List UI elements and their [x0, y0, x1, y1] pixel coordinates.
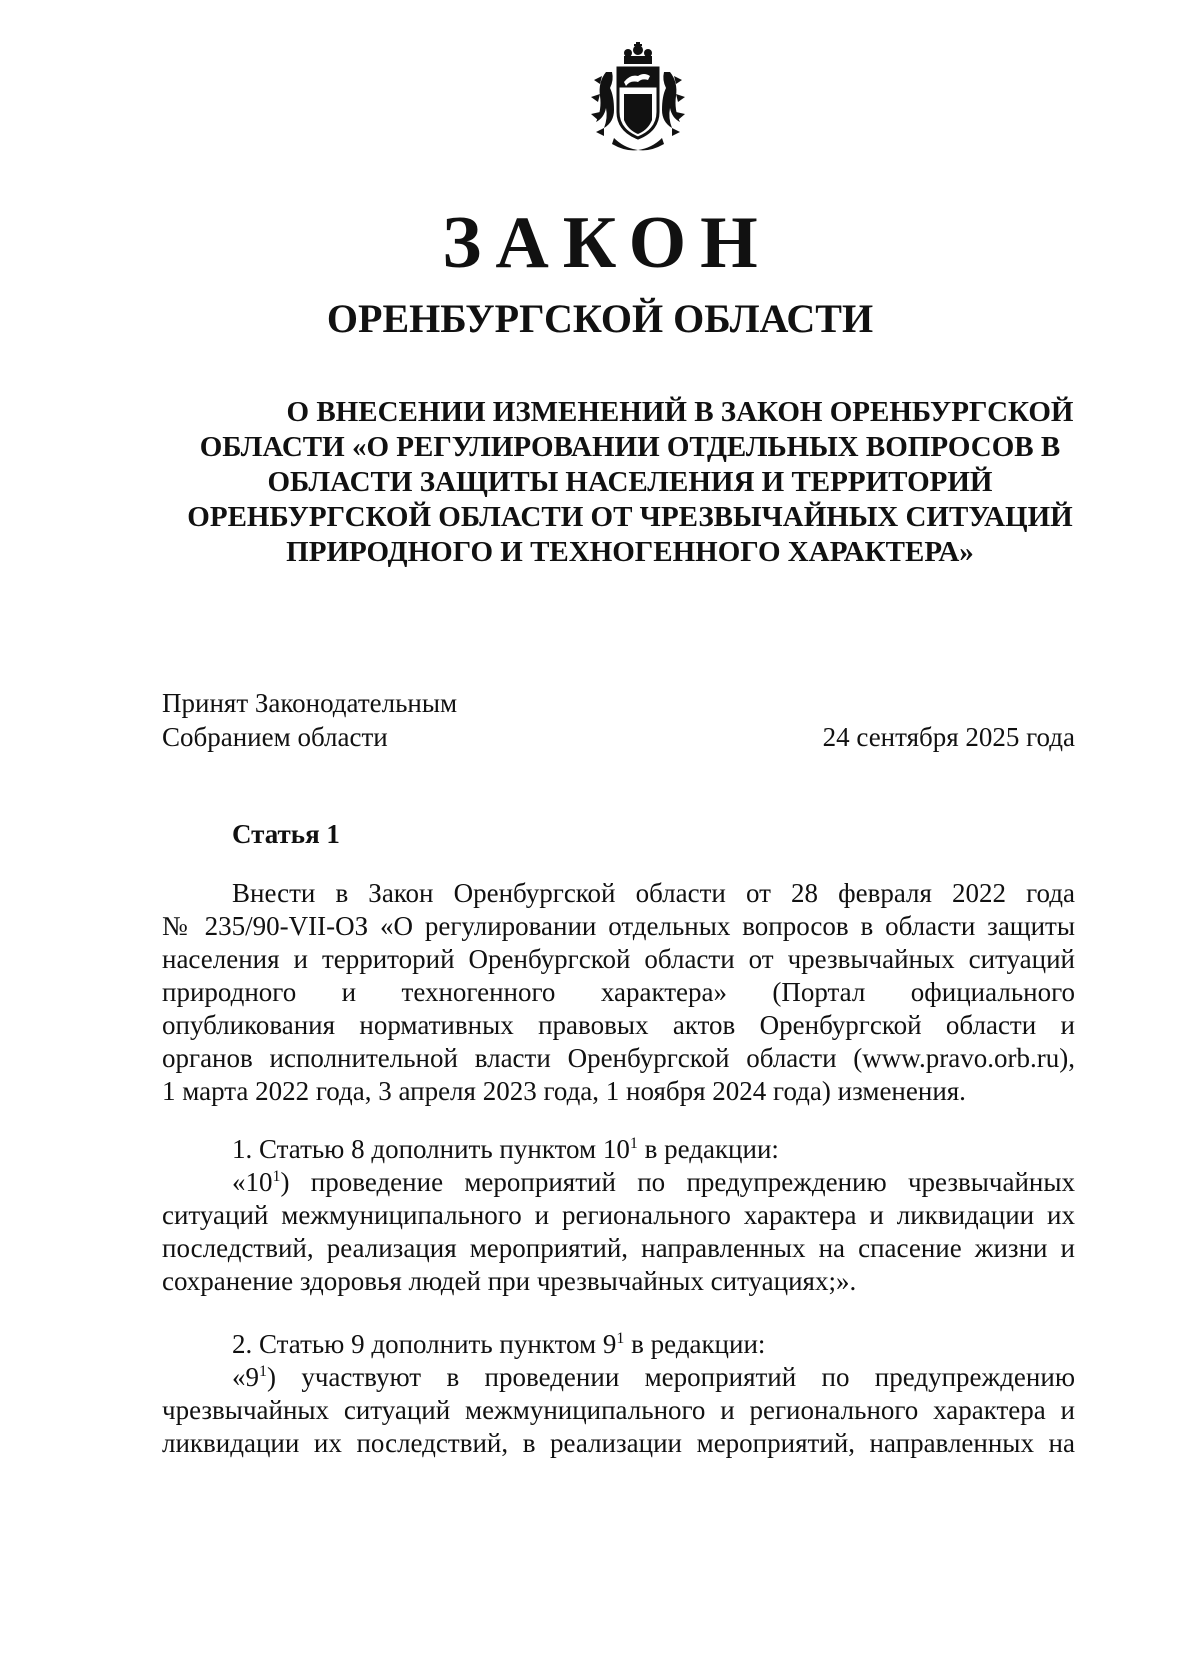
paragraph-line: 1 марта 2022 года, 3 апреля 2023 года, 1 ноября 2024 года) изменения.: [162, 1076, 966, 1106]
law-heading-line: ПРИРОДНОГО И ТЕХНОГЕННОГО ХАРАКТЕРА»: [286, 536, 974, 568]
amendment-item-1: [162, 1133, 1075, 1298]
paragraph-line: сохранение здоровья людей при чрезвычайных ситуациях;».: [162, 1266, 857, 1296]
law-heading-line: ОБЛАСТИ ЗАЩИТЫ НАСЕЛЕНИЯ И ТЕРРИТОРИЙ: [267, 466, 993, 498]
article-title: Статья 1: [232, 819, 340, 849]
law-heading-line: ОБЛАСТИ «О РЕГУЛИРОВАНИИ ОТДЕЛЬНЫХ ВОПРОСОВ В: [199, 431, 1061, 463]
document-title: ЗАКОН: [442, 202, 772, 284]
document-subtitle: ОРЕНБУРГСКОЙ ОБЛАСТИ: [326, 296, 874, 341]
adopted-by-block: [162, 686, 457, 754]
superscript: 1: [259, 1363, 267, 1380]
amendment-heading-line: [162, 1133, 1075, 1166]
paragraph-line: органов исполнительной власти Оренбургской области (www.pravo.orb.ru),: [162, 1043, 1075, 1073]
amendment-heading-line: [162, 1328, 1075, 1361]
paragraph-line: № 235/90-VII-ОЗ «О регулировании отдельных вопросов в области защиты: [162, 911, 1075, 941]
quote-text: «10: [232, 1167, 273, 1197]
oblast-coat-of-arms-icon: [588, 42, 688, 154]
paragraph-line: чрезвычайных ситуаций межмуниципального и регионального характера и: [162, 1395, 1075, 1425]
amendment-quote-line: [162, 1361, 1075, 1394]
amendment-heading-text: 1. Статью 8 дополнить пунктом 10: [232, 1134, 630, 1164]
quote-text: ) участвуют в проведении мероприятий по предупреждению: [267, 1362, 1075, 1392]
paragraph-line: Внести в Закон Оренбургской области от 28 февраля 2022 года: [232, 878, 1075, 908]
paragraph-line: ситуаций межмуниципального и регионального характера и ликвидации их: [162, 1200, 1075, 1230]
amendment-item-2: [162, 1328, 1075, 1460]
amendment-heading-text: в редакции:: [624, 1329, 766, 1359]
paragraph-line: природного и техногенного характера» (Портал официального: [162, 977, 1075, 1007]
adoption-date: 24 сентября 2025 года: [822, 722, 1075, 752]
amendment-heading-text: в редакции:: [637, 1134, 779, 1164]
quote-text: «9: [232, 1362, 259, 1392]
superscript: 1: [629, 1135, 638, 1152]
superscript: 1: [616, 1330, 625, 1347]
paragraph-line: ликвидации их последствий, в реализации мероприятий, направленных на: [162, 1428, 1075, 1458]
adopted-by-line: Собранием области: [162, 722, 388, 752]
superscript: 1: [272, 1168, 281, 1185]
amendment-heading-text: 2. Статью 9 дополнить пунктом 9: [232, 1329, 617, 1359]
law-heading-line: ОРЕНБУРГСКОЙ ОБЛАСТИ ОТ ЧРЕЗВЫЧАЙНЫХ СИТУАЦИЙ: [187, 501, 1073, 533]
paragraph-line: опубликования нормативных правовых актов Оренбургской области и: [162, 1010, 1075, 1040]
paragraph-line: населения и территорий Оренбургской области от чрезвычайных ситуаций: [162, 944, 1075, 974]
amendment-quote-line: [162, 1166, 1075, 1199]
law-heading: [150, 395, 1110, 570]
article-intro-paragraph: [162, 877, 1075, 1108]
law-heading-line: О ВНЕСЕНИИ ИЗМЕНЕНИЙ В ЗАКОН ОРЕНБУРГСКОЙ: [286, 396, 1074, 428]
paragraph-line: последствий, реализация мероприятий, направленных на спасение жизни и: [162, 1233, 1075, 1263]
adopted-by-line: Принят Законодательным: [162, 688, 458, 718]
quote-text: ) проведение мероприятий по предупреждению чрезвычайных: [280, 1167, 1075, 1197]
